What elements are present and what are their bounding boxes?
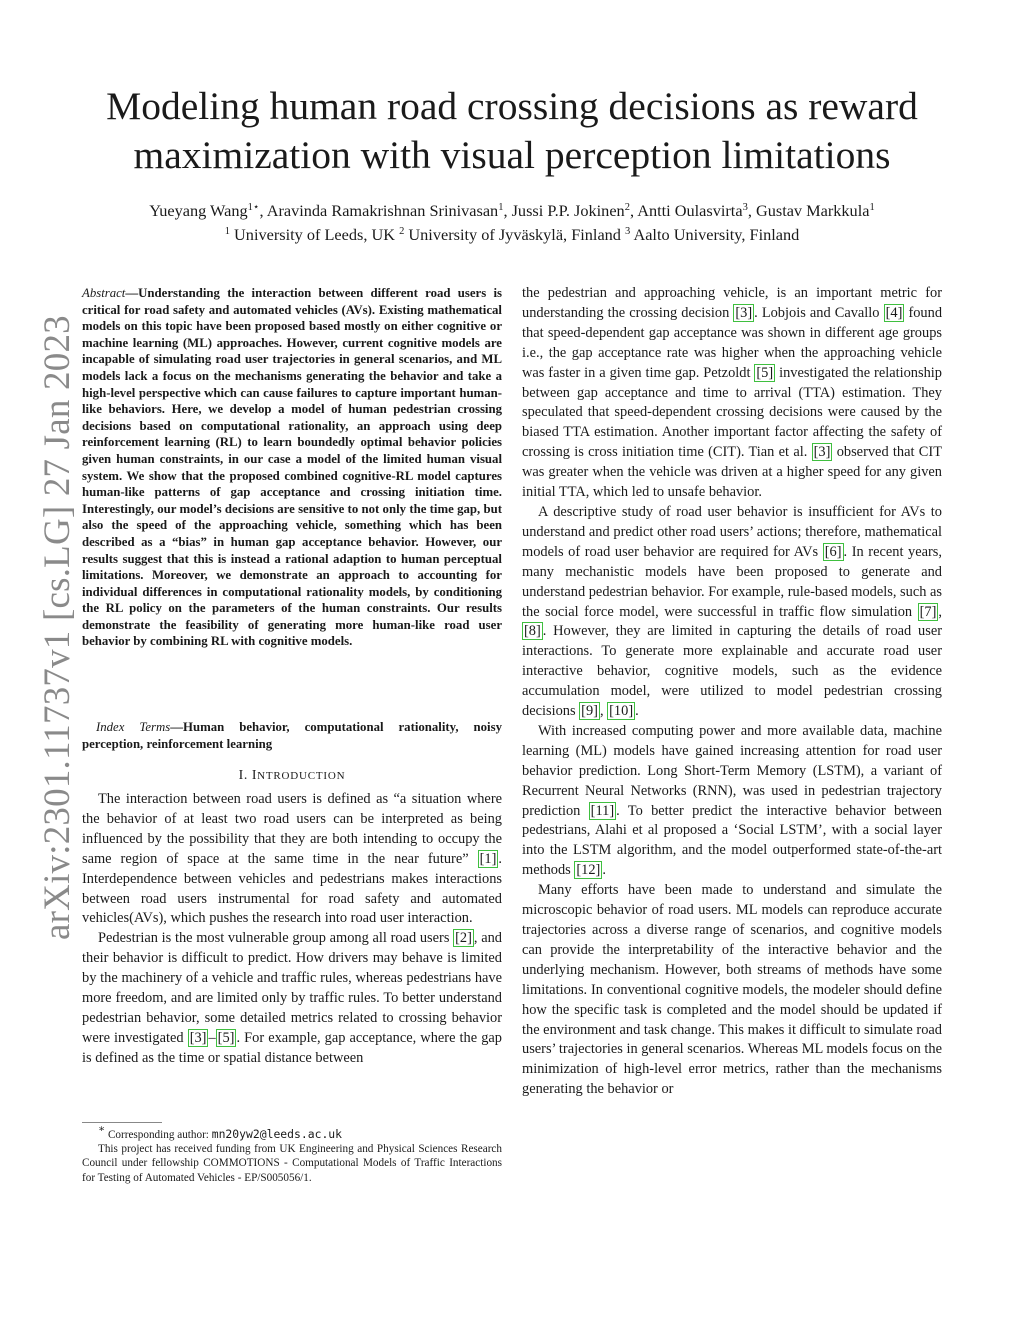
title-line-1: Modeling human road crossing decisions as reward: [106, 84, 918, 128]
corresponding-email-link[interactable]: mn20yw2@leeds.ac.uk: [211, 1127, 343, 1141]
paragraph-text: .: [635, 703, 639, 720]
affiliation-name: Aalto University, Finland: [630, 225, 800, 244]
author-affiliation-marker: 3: [742, 202, 748, 213]
citation-link[interactable]: [1]: [479, 850, 497, 867]
section-title-rest: NTRODUCTION: [257, 770, 346, 782]
paragraph-text: investigated the relationship between gap acceptance and time to arrival (TTA) estimation. They speculated that speed-dependent crossing decisions were caused by the biased TTA estimation. Another important factor affecting the safety of crossing is cross initiation time (CIT). Tian et al.: [522, 364, 942, 461]
paper-title: [80, 82, 944, 180]
section-title-initial: I: [251, 767, 258, 782]
paragraph-text: observed that CIT was greater when the vehicle was driven at a higher speed for any given initial TTA, which led to unsafe behavior.: [522, 444, 942, 501]
affiliation-marker: 1: [224, 226, 230, 237]
paragraph: [82, 790, 502, 929]
paragraph: [522, 722, 942, 881]
index-terms-label: Index Terms: [96, 720, 171, 734]
paragraph-text: . Lobjois and Cavallo: [754, 304, 884, 321]
footnote-funding: This project has received funding from UK Engineering and Physical Sciences Research Council under fellowship COMMOTIONS - Computational Models of Traffic Interactions for Testing of Automated Vehicles - EP/S005056/1.: [82, 1143, 502, 1184]
citation-link[interactable]: [10]: [609, 703, 634, 720]
author-name: Yueyang Wang: [149, 201, 248, 220]
author-list: [70, 200, 954, 222]
affiliation-list: [70, 224, 954, 246]
introduction-left-column: [82, 790, 502, 1069]
paragraph-text: .: [602, 862, 606, 879]
paragraph-text: . Interdependence between vehicles and pedestrians makes interactions between road users instrumental for road safety and automated vehicles(AVs), which pushes the research into road user interaction.: [82, 850, 502, 927]
citation-link[interactable]: [5]: [756, 364, 774, 381]
paragraph-text: the pedestrian and approaching vehicle, is an important metric for understanding the crossing decision: [522, 285, 942, 321]
citation-link[interactable]: [5]: [217, 1029, 235, 1046]
paragraph-text: ,: [599, 703, 608, 720]
index-terms: [82, 719, 502, 752]
introduction-right-column: [522, 284, 942, 1100]
paragraph-text: . To better predict the interactive behavior between pedestrians, Alahi et al proposed a ‘Social LSTM’, with a social layer into the LSTM algorithm, and the model outperformed state-of-the-art methods: [522, 802, 942, 879]
author-name: Antti Oulasvirta: [637, 201, 743, 220]
author-separator: ,: [629, 201, 638, 220]
paragraph-text: Pedestrian is the most vulnerable group among all road users: [98, 930, 454, 947]
abstract: [82, 285, 502, 650]
paragraph: [522, 503, 942, 722]
author-name: Jussi P.P. Jokinen: [511, 201, 625, 220]
abstract-text: —Understanding the interaction between different road users is critical for road safety and automated vehicles (AVs). Existing mathematical models on this topic have been proposed based mostly on either cognitive or machine learning (ML) approaches. However, current cognitive models are incapable of simulating road user trajectories in general scenarios, and ML models lack a focus on the mechanisms generating the behavior and take a high-level perspective which can cause failures to capture important human-like behaviors. Here, we develop a model of human pedestrian crossing decisions based on computational rationality, an approach using deep reinforcement learning (RL) to learn boundedly optimal behavior policies given human constraints, in our case a model of the limited human visual system. We show that the proposed combined cognitive-RL model captures human-like patterns of gap acceptance and crossing initiation time. Interestingly, our model’s decisions are sensitive to not only the time gap, but also the speed of the approaching vehicle, something which has been described as a “bias” in human gap acceptance behavior. However, our results suggest that this is instead a rational adaption to human perceptual limitations. Moreover, we demonstrate an approach to accounting for individual differences in computational rationality models, by conditioning the RL policy on the parameters of the human constraints. Our results demonstrate the feasibility of generating more human-like road user behavior by combining RL with cognitive models.: [82, 286, 502, 649]
citation-link[interactable]: [3]: [735, 304, 753, 321]
citation-link[interactable]: [11]: [590, 802, 615, 819]
author-name: Aravinda Ramakrishnan Srinivasan: [266, 201, 499, 220]
author-affiliation-marker: 1: [869, 202, 875, 213]
citation-link[interactable]: [8]: [524, 623, 541, 640]
paragraph-text: A descriptive study of road user behavior is insufficient for AVs to understand and predict other road users’ actions; therefore, mathematical models of road user behavior are required for AVs: [522, 503, 942, 560]
citation-link[interactable]: [12]: [576, 862, 601, 879]
citation-link[interactable]: [4]: [885, 304, 903, 321]
paragraph-text: . However, they are limited in capturing the details of road user interactions. To generate more explainable and accurate road user interactive behavior, cognitive models, such as the evidence accumulation model, were utilized to model pedestrian crossing decisions: [522, 623, 942, 720]
paragraph-text: –: [208, 1029, 216, 1046]
footnote-asterisk: ∗: [98, 1124, 106, 1135]
paragraph-text: . In recent years, many mechanistic models have been proposed to generate and understand pedestrian behavior. For example, rule-based models, such as the social force model, were successful in traffic flow simulation: [522, 543, 943, 620]
affiliation-marker: 2: [399, 226, 405, 237]
paragraph-text: , and their behavior is difficult to predict. How drivers may behave is limited by the machinery of a vehicle and traffic rules, whereas pedestrians have more freedom, and are limited only by traffic rules. To better understand pedestrian behavior, some detailed metrics related to crossing behavior were investigated: [82, 930, 502, 1046]
abstract-label: Abstract: [82, 286, 126, 300]
paragraph-text: The interaction between road users is defined as “a situation where the behavior of at least two road users can be interpreted as being influenced by the possibility that they are both intending to occupy the same region of space at the same time in the near future”: [82, 791, 502, 867]
author-separator: ,: [259, 201, 267, 220]
section-number: I.: [238, 767, 252, 782]
section-heading-introduction: [82, 767, 502, 783]
author-affiliation-marker: 1⋆: [247, 202, 260, 213]
affiliation-name: University of Jyväskylä, Finland: [404, 225, 626, 244]
author-name: Gustav Markkula: [755, 201, 870, 220]
affiliation-name: University of Leeds, UK: [229, 225, 400, 244]
paragraph: [522, 881, 942, 1100]
citation-link[interactable]: [6]: [824, 543, 842, 560]
citation-link[interactable]: [9]: [581, 703, 598, 720]
author-separator: ,: [747, 201, 756, 220]
citation-link[interactable]: [7]: [919, 603, 937, 620]
paragraph-text: ,: [938, 603, 942, 620]
author-separator: ,: [503, 201, 512, 220]
paragraph-text: Many efforts have been made to understand and simulate the microscopic behavior of road users. ML models can reproduce accurate trajectories across a diverse range of scenarios, and cognitive models can provide the interpretability of the interactive behavior and the underlying mechanism. However, both streams of methods have some limitations. In conventional cognitive models, the modeler should define how the specific task is completed and the model should be updated if the environment and task change. This makes it difficult to simulate road users’ trajectories in general scenarios. Whereas ML models focus on the minimization of high-level error metrics, rather than the mechanisms generating the behavior or: [522, 882, 942, 1098]
author-affiliation-marker: 2: [624, 202, 630, 213]
citation-link[interactable]: [2]: [455, 930, 472, 947]
arxiv-identifier-stamp: arXiv:2301.11737v1 [cs.LG] 27 Jan 2023: [37, 315, 78, 940]
author-affiliation-marker: 1: [498, 202, 504, 213]
paragraph-text: found that speed-dependent gap acceptance was shown in different age groups i.e., the gap acceptance rate was higher when the approaching vehicle was faster in a given time gap. Petzoldt: [522, 304, 943, 381]
title-line-2: maximization with visual perception limitations: [133, 133, 891, 177]
affiliation-marker: 3: [625, 226, 631, 237]
paragraph: [82, 929, 502, 1068]
footnote-corresponding: [82, 1124, 502, 1142]
citation-link[interactable]: [3]: [813, 444, 831, 461]
paragraph-text: With increased computing power and more available data, machine learning (ML) models have gained increasing attention for road user behavior prediction. Long Short-Term Memory (LSTM), a variant of Recurrent Neural Networks (RNN), was used in pedestrian trajectory prediction: [522, 722, 942, 819]
paragraph-text: . For example, gap acceptance, where the gap is defined as the time or spatial distance between: [82, 1029, 502, 1066]
footnotes: [82, 1124, 502, 1185]
corresponding-author-label: Corresponding author:: [107, 1129, 212, 1141]
citation-link[interactable]: [3]: [189, 1029, 207, 1046]
index-terms-text: —Human behavior, computational rationality, noisy perception, reinforcement learning: [82, 720, 502, 751]
paragraph: [522, 284, 942, 503]
footnote-divider: [82, 1122, 162, 1123]
